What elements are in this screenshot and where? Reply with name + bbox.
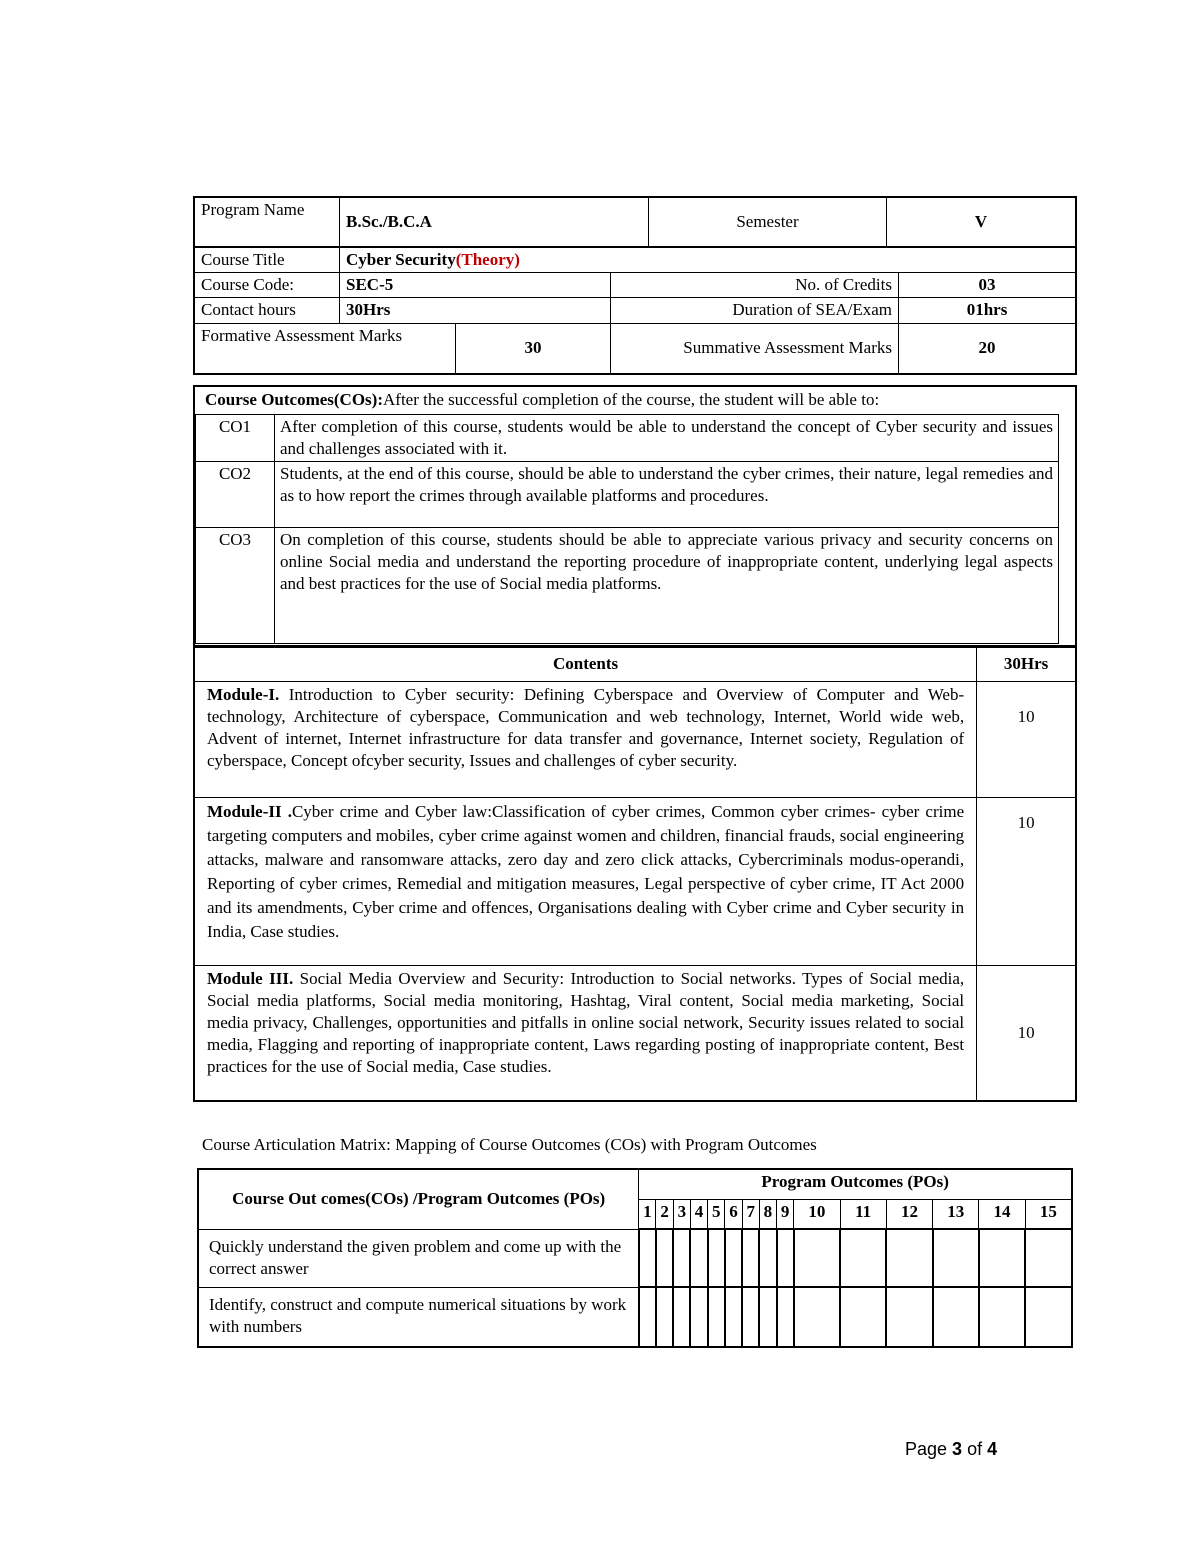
- po-number: 4: [690, 1199, 707, 1229]
- matrix-cell: [639, 1229, 656, 1287]
- formative-label: Formative Assessment Marks: [194, 324, 456, 374]
- matrix-cell: [708, 1229, 725, 1287]
- matrix-cell: [742, 1229, 759, 1287]
- matrix-cell: [933, 1229, 979, 1287]
- po-number: 3: [673, 1199, 690, 1229]
- module-title: Module III.: [207, 968, 294, 988]
- matrix-row: [198, 1287, 1072, 1347]
- module-row: [194, 965, 977, 1101]
- matrix-cell: [777, 1229, 794, 1287]
- co-text: Students, at the end of this course, should be able to understand the cyber crimes, their nature, legal remedies and as to how report the crimes through available platforms and procedures.: [275, 462, 1059, 528]
- course-outcomes-table: [195, 414, 1059, 644]
- course-title-value: Cyber Security: [346, 250, 456, 269]
- po-number: 1: [639, 1199, 656, 1229]
- po-number: 2: [656, 1199, 673, 1229]
- matrix-cell: [725, 1229, 742, 1287]
- course-info-table: [193, 196, 1077, 248]
- matrix-cell: [840, 1287, 886, 1347]
- program-name-value: B.Sc./B.C.A: [340, 197, 649, 247]
- po-number: 12: [886, 1199, 932, 1229]
- module-hours: 10: [977, 681, 1076, 797]
- page-total: 4: [987, 1439, 998, 1459]
- matrix-cell: [777, 1287, 794, 1347]
- course-title-suffix: (Theory): [455, 250, 520, 269]
- co-text: After completion of this course, students would be able to understand the concept of Cyber security and issues and challenges associated with it.: [275, 415, 1059, 462]
- page-of: of: [962, 1439, 988, 1459]
- contents-heading: Contents: [194, 647, 977, 681]
- po-number: 7: [742, 1199, 759, 1229]
- matrix-cell: [708, 1287, 725, 1347]
- po-number: 5: [708, 1199, 725, 1229]
- po-number: 8: [759, 1199, 776, 1229]
- matrix-row: [198, 1229, 1072, 1287]
- summative-label: Summative Assessment Marks: [611, 324, 899, 374]
- contents-hours-heading: 30Hrs: [977, 647, 1076, 681]
- matrix-cell: [933, 1287, 979, 1347]
- po-header: Program Outcomes (POs): [639, 1169, 1072, 1199]
- course-title-cell: [340, 248, 1077, 273]
- matrix-row-label: Identify, construct and compute numerical situations by work with numbers: [198, 1287, 639, 1347]
- course-details-table: [193, 247, 1077, 324]
- co-heading-bold: Course Outcomes(COs):: [205, 390, 383, 409]
- module-hours: 10: [977, 965, 1076, 1101]
- co-label: CO3: [196, 528, 275, 644]
- module-text: Introduction to Cyber security: Defining Cyberspace and Overview of Computer and Web-technology, Architecture of cyberspace, Communication and web technology, Internet, World wide web, Advent of internet, Internet infrastructure for data transfer and governance, Internet society, Regulation of cyberspace, Concept ofcyber security, Issues and challenges of cyber security.: [207, 684, 965, 770]
- matrix-caption: Course Articulation Matrix: Mapping of Course Outcomes (COs) with Program Outcomes: [202, 1135, 817, 1154]
- contact-hours-label: Contact hours: [194, 298, 340, 324]
- module-text: Social Media Overview and Security: Introduction to Social networks. Types of Social media, Social media platforms, Social media monitoring, Hashtag, Viral content, Social media marketing, Social media privacy, Challenges, opportunities and pitfalls in online social network, Security issues related to social media, Flagging and reporting of inappropriate content, Laws regarding posting of inappropriate content, Best practices for the use of Social media, Case studies.: [207, 968, 965, 1076]
- matrix-cell: [656, 1287, 673, 1347]
- module-title: Module-II .: [207, 801, 292, 821]
- module-title: Module-I.: [207, 684, 280, 704]
- module-row: [194, 681, 977, 797]
- matrix-cell: [656, 1229, 673, 1287]
- credits-label: No. of Credits: [611, 273, 899, 298]
- matrix-cell: [794, 1287, 840, 1347]
- module-text: Cyber crime and Cyber law:Classification of cyber crimes, Common cyber crimes- cyber crime targeting computers and mobiles, cyber crime against women and children, financial frauds, social engineering attacks, malware and ransomware attacks, zero day and zero click attacks, Cybercriminals modus-operandi, Reporting of cyber crimes, Remedial and mitigation measures, Legal perspective of cyber crime, IT Act 2000 and its amendments, Cyber crime and offences, Organisations dealing with Cyber crime and Cyber security in India, Case studies.: [207, 801, 965, 942]
- module-row: [194, 797, 977, 965]
- semester-label: Semester: [649, 197, 887, 247]
- matrix-cell: [979, 1229, 1025, 1287]
- matrix-cell: [725, 1287, 742, 1347]
- matrix-cell: [979, 1287, 1025, 1347]
- co-heading-rest: After the successful completion of the course, the student will be able to:: [383, 390, 880, 409]
- page-number: [905, 1438, 997, 1461]
- matrix-cell: [886, 1287, 932, 1347]
- page-prefix: Page: [905, 1439, 953, 1459]
- matrix-cell: [886, 1229, 932, 1287]
- duration-value: 01hrs: [899, 298, 1077, 324]
- course-title-label: Course Title: [194, 248, 340, 273]
- module-hours: 10: [977, 797, 1076, 965]
- contact-hours-value: 30Hrs: [340, 298, 611, 324]
- po-number: 6: [725, 1199, 742, 1229]
- credits-value: 03: [899, 273, 1077, 298]
- matrix-cell: [840, 1229, 886, 1287]
- assessment-table: [193, 323, 1077, 375]
- program-name-label: Program Name: [194, 197, 340, 247]
- formative-value: 30: [456, 324, 611, 374]
- co-label: CO1: [196, 415, 275, 462]
- matrix-cell: [759, 1287, 776, 1347]
- semester-value: V: [887, 197, 1077, 247]
- articulation-matrix: [197, 1168, 1073, 1348]
- matrix-cell: [759, 1229, 776, 1287]
- matrix-cell: [794, 1229, 840, 1287]
- co-label: CO2: [196, 462, 275, 528]
- po-number: 15: [1025, 1199, 1072, 1229]
- po-number: 13: [933, 1199, 979, 1229]
- course-code-value: SEC-5: [340, 273, 611, 298]
- duration-label: Duration of SEA/Exam: [611, 298, 899, 324]
- summative-value: 20: [899, 324, 1077, 374]
- course-code-label: Course Code:: [194, 273, 340, 298]
- matrix-cell: [673, 1287, 690, 1347]
- po-number: 9: [777, 1199, 794, 1229]
- matrix-cell: [1025, 1287, 1072, 1347]
- matrix-cell: [1025, 1229, 1072, 1287]
- matrix-row-label: Quickly understand the given problem and come up with the correct answer: [198, 1229, 639, 1287]
- po-number: 11: [840, 1199, 886, 1229]
- contents-table: [193, 646, 1077, 1102]
- matrix-cell: [673, 1229, 690, 1287]
- matrix-left-header: Course Out comes(COs) /Program Outcomes (POs): [198, 1169, 639, 1229]
- po-number: 10: [794, 1199, 840, 1229]
- po-number: 14: [979, 1199, 1025, 1229]
- matrix-cell: [690, 1229, 707, 1287]
- page-current: 3: [952, 1439, 963, 1459]
- matrix-cell: [690, 1287, 707, 1347]
- co-text: On completion of this course, students should be able to appreciate various privacy and security concerns on online Social media and understand the reporting procedure of inappropriate content, underlying legal aspects and best practices for the use of Social media platforms.: [275, 528, 1059, 644]
- matrix-cell: [742, 1287, 759, 1347]
- course-outcomes-heading: [205, 389, 879, 411]
- matrix-cell: [639, 1287, 656, 1347]
